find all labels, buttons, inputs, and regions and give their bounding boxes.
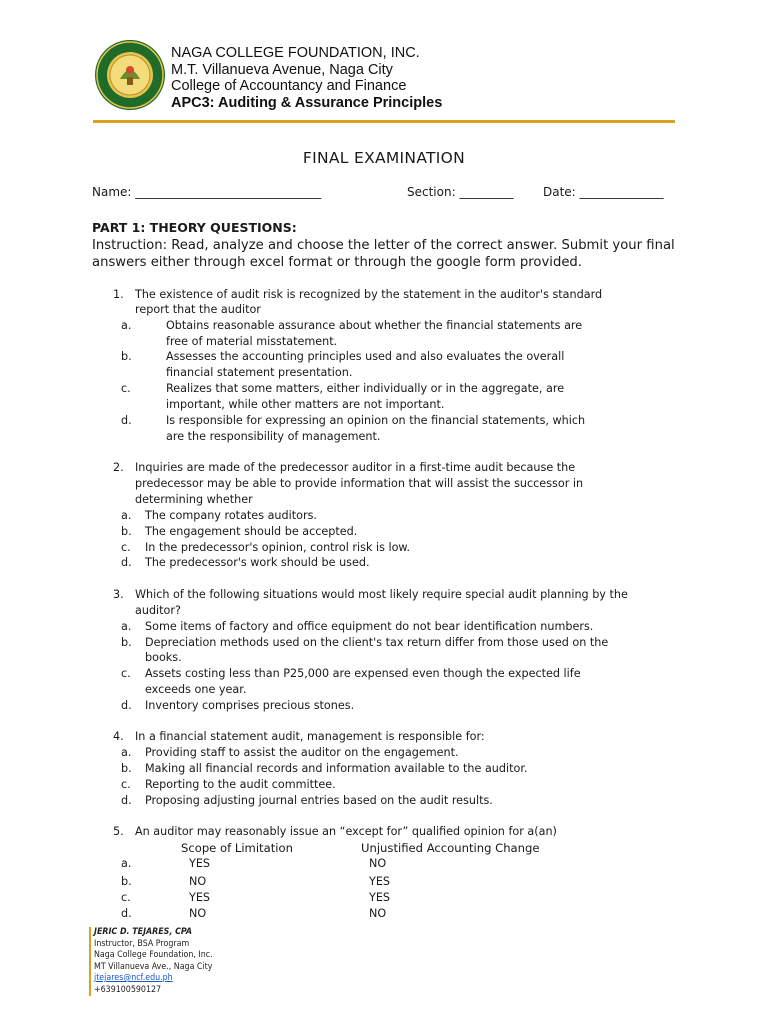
date-field: Date: ______________: [543, 185, 664, 199]
question-text: auditor?: [135, 604, 181, 617]
option-letter: a.: [121, 620, 132, 633]
option-text: books.: [145, 651, 182, 664]
change-answer: YES: [369, 891, 391, 904]
option-letter: d.: [121, 414, 132, 427]
instructor-role: Instructor, BSA Program: [94, 938, 190, 949]
option-text: Providing staff to assist the auditor on the engagement.: [145, 746, 459, 759]
option-text: exceeds one year.: [145, 683, 247, 696]
instructor-name: JERIC D. TEJARES, CPA: [94, 927, 193, 937]
org-name: NAGA COLLEGE FOUNDATION, INC.: [171, 45, 420, 61]
question-number: 3.: [113, 588, 124, 601]
name-field: Name: _______________________________: [92, 185, 322, 199]
option-text: Is responsible for expressing an opinion on the financial statements, which: [166, 414, 586, 427]
option-letter: a.: [121, 746, 132, 759]
option-letter: d.: [121, 907, 132, 920]
option-letter: c.: [121, 382, 131, 395]
instruction-line: Instruction: Read, analyze and choose the letter of the correct answer. Submit your final: [92, 238, 675, 253]
option-text: Assesses the accounting principles used and also evaluates the overall: [166, 350, 565, 363]
option-text: Proposing adjusting journal entries based on the audit results.: [145, 794, 493, 807]
option-text: Assets costing less than P25,000 are expensed even though the expected life: [145, 667, 581, 680]
option-letter: d.: [121, 556, 132, 569]
option-letter: b.: [121, 525, 132, 538]
question-text: Which of the following situations would most likely require special audit planning by the: [135, 588, 628, 601]
instructor-footer: [89, 927, 213, 996]
org-address: M.T. Villanueva Avenue, Naga City: [171, 62, 393, 78]
instructor-org: Naga College Foundation, Inc.: [94, 950, 213, 960]
option-letter: c.: [121, 667, 131, 680]
college-seal-icon: [94, 39, 166, 111]
instructor-email-link[interactable]: jtejares@ncf.edu.ph: [94, 973, 173, 983]
option-text: Obtains reasonable assurance about whether the financial statements are: [166, 319, 583, 332]
change-answer: NO: [369, 907, 387, 920]
question-text: An auditor may reasonably issue an “except for” qualified opinion for a(an): [135, 825, 557, 838]
scope-answer: YES: [189, 891, 211, 904]
course-title: APC3: Auditing & Assurance Principles: [171, 95, 443, 111]
option-text: free of material misstatement.: [166, 335, 338, 348]
option-letter: c.: [121, 891, 131, 904]
college-name: College of Accountancy and Finance: [171, 78, 407, 94]
scope-answer: NO: [189, 907, 207, 920]
option-text: Realizes that some matters, either individually or in the aggregate, are: [166, 382, 565, 395]
instruction-line: answers either through excel format or through the google form provided.: [92, 255, 582, 270]
option-letter: d.: [121, 699, 132, 712]
option-letter: b.: [121, 875, 132, 888]
option-letter: a.: [121, 509, 132, 522]
question-text: determining whether: [135, 493, 253, 506]
question-text: In a financial statement audit, management is responsible for:: [135, 730, 485, 743]
option-text: In the predecessor's opinion, control risk is low.: [145, 541, 411, 554]
column-header-change: Unjustified Accounting Change: [361, 841, 540, 855]
option-text: important, while other matters are not important.: [166, 398, 445, 411]
question-number: 5.: [113, 825, 124, 838]
column-header-scope: Scope of Limitation: [181, 841, 293, 855]
option-letter: c.: [121, 778, 131, 791]
option-text: Inventory comprises precious stones.: [145, 699, 355, 712]
question-text: The existence of audit risk is recognized by the statement in the auditor's standard: [135, 288, 603, 301]
question-number: 1.: [113, 288, 124, 301]
instructor-phone: +639100590127: [94, 984, 162, 995]
exam-title: FINAL EXAMINATION: [302, 149, 466, 167]
option-letter: d.: [121, 794, 132, 807]
question-number: 4.: [113, 730, 124, 743]
scope-answer: NO: [189, 875, 207, 888]
option-text: Reporting to the audit committee.: [145, 778, 336, 791]
part1-heading: PART 1: THEORY QUESTIONS:: [92, 220, 297, 235]
question-text: report that the auditor: [135, 303, 261, 316]
option-text: are the responsibility of management.: [166, 430, 381, 443]
instructor-address: MT Villanueva Ave., Naga City: [94, 961, 213, 972]
option-text: The predecessor's work should be used.: [145, 556, 370, 569]
option-text: The company rotates auditors.: [145, 509, 317, 522]
option-text: The engagement should be accepted.: [145, 525, 358, 538]
section-field: Section: _________: [407, 185, 514, 199]
change-answer: YES: [369, 875, 391, 888]
option-letter: b.: [121, 762, 132, 775]
part1-instruction: [92, 237, 677, 271]
question-text: Inquiries are made of the predecessor auditor in a first-time audit because the: [135, 461, 576, 474]
option-letter: a.: [121, 319, 132, 332]
option-text: financial statement presentation.: [166, 366, 353, 379]
option-text: Some items of factory and office equipment do not bear identification numbers.: [145, 620, 594, 633]
change-answer: NO: [369, 857, 387, 870]
option-text: Depreciation methods used on the client's tax return differ from those used on the: [145, 636, 609, 649]
scope-answer: YES: [189, 857, 211, 870]
option-letter: b.: [121, 636, 132, 649]
option-letter: c.: [121, 541, 131, 554]
question-number: 2.: [113, 461, 124, 474]
option-letter: b.: [121, 350, 132, 363]
option-text: Making all financial records and information available to the auditor.: [145, 762, 528, 775]
question-text: predecessor may be able to provide information that will assist the successor in: [135, 477, 584, 490]
option-letter: a.: [121, 857, 132, 870]
header-divider: [93, 120, 675, 123]
